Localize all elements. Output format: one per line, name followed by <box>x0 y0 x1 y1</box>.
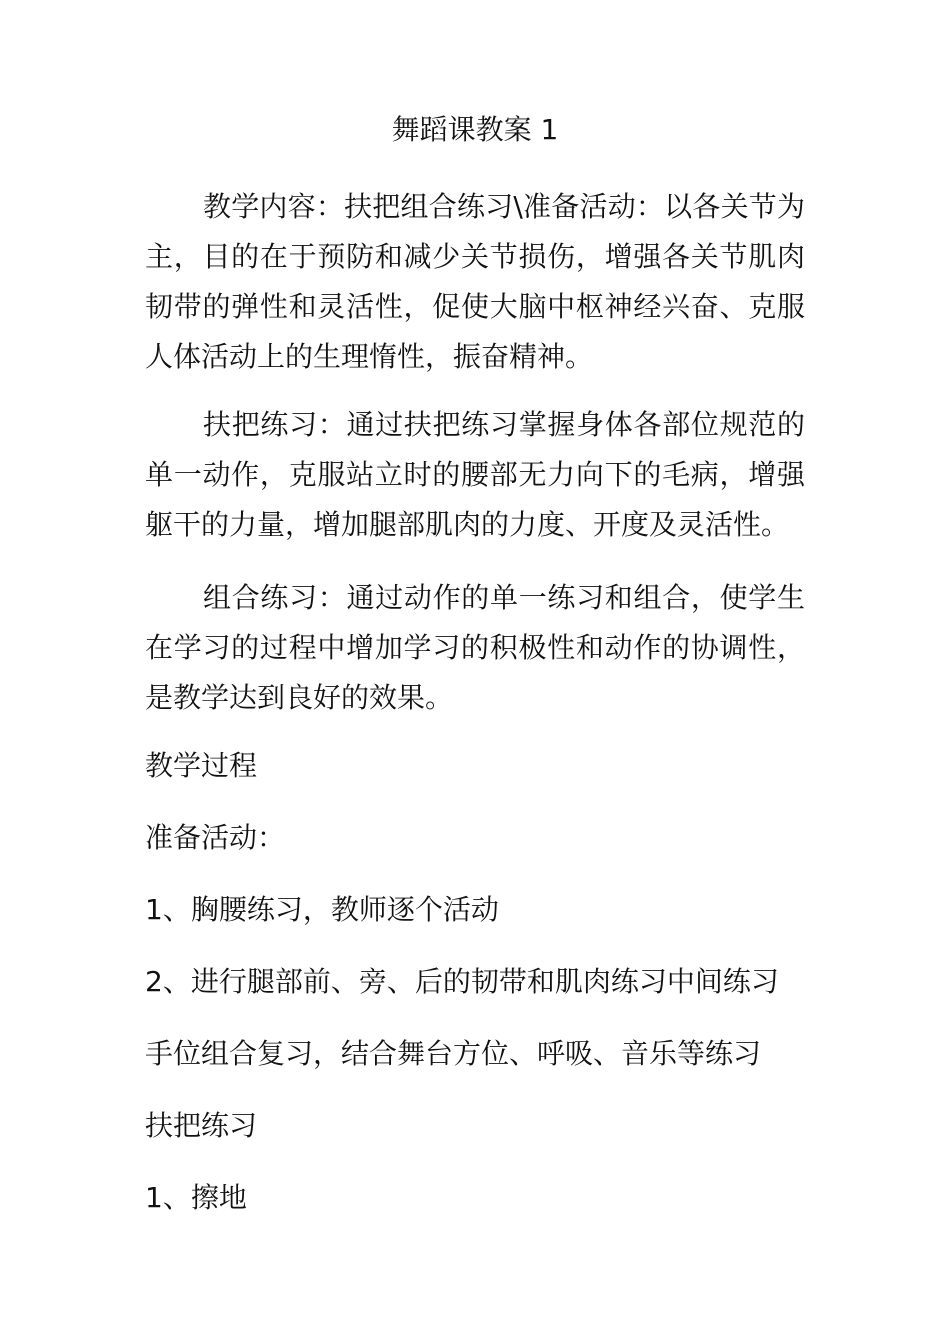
paragraph-combination-practice: 组合练习：通过动作的单一练习和组合，使学生在学习的过程中增加学习的积极性和动作的协调性，是教学达到良好的效果。 <box>145 581 805 714</box>
list-item: 2、进行腿部前、旁、后的韧带和肌肉练习中间练习 <box>145 965 779 998</box>
heading-teaching-process: 教学过程 <box>145 749 258 782</box>
list-item: 1、擦地 <box>145 1181 247 1214</box>
paragraph-teaching-content: 教学内容：扶把组合练习\准备活动：以各关节为主，目的在于预防和减少关节损伤，增强各关节肌肉韧带的弹性和灵活性，促使大脑中枢神经兴奋、克服人体活动上的生理惰性，振奋精神。 <box>145 190 805 373</box>
document-title: 舞蹈课教案 1 <box>391 113 559 146</box>
heading-barre: 扶把练习 <box>145 1109 258 1142</box>
paragraph-barre-practice: 扶把练习：通过扶把练习掌握身体各部位规范的单一动作，克服站立时的腰部无力向下的毛病，增强躯干的力量，增加腿部肌肉的力度、开度及灵活性。 <box>145 408 805 541</box>
list-item: 1、胸腰练习，教师逐个活动 <box>145 893 499 926</box>
heading-warmup: 准备活动： <box>145 821 286 854</box>
text-line: 手位组合复习，结合舞台方位、呼吸、音乐等练习 <box>145 1037 762 1070</box>
